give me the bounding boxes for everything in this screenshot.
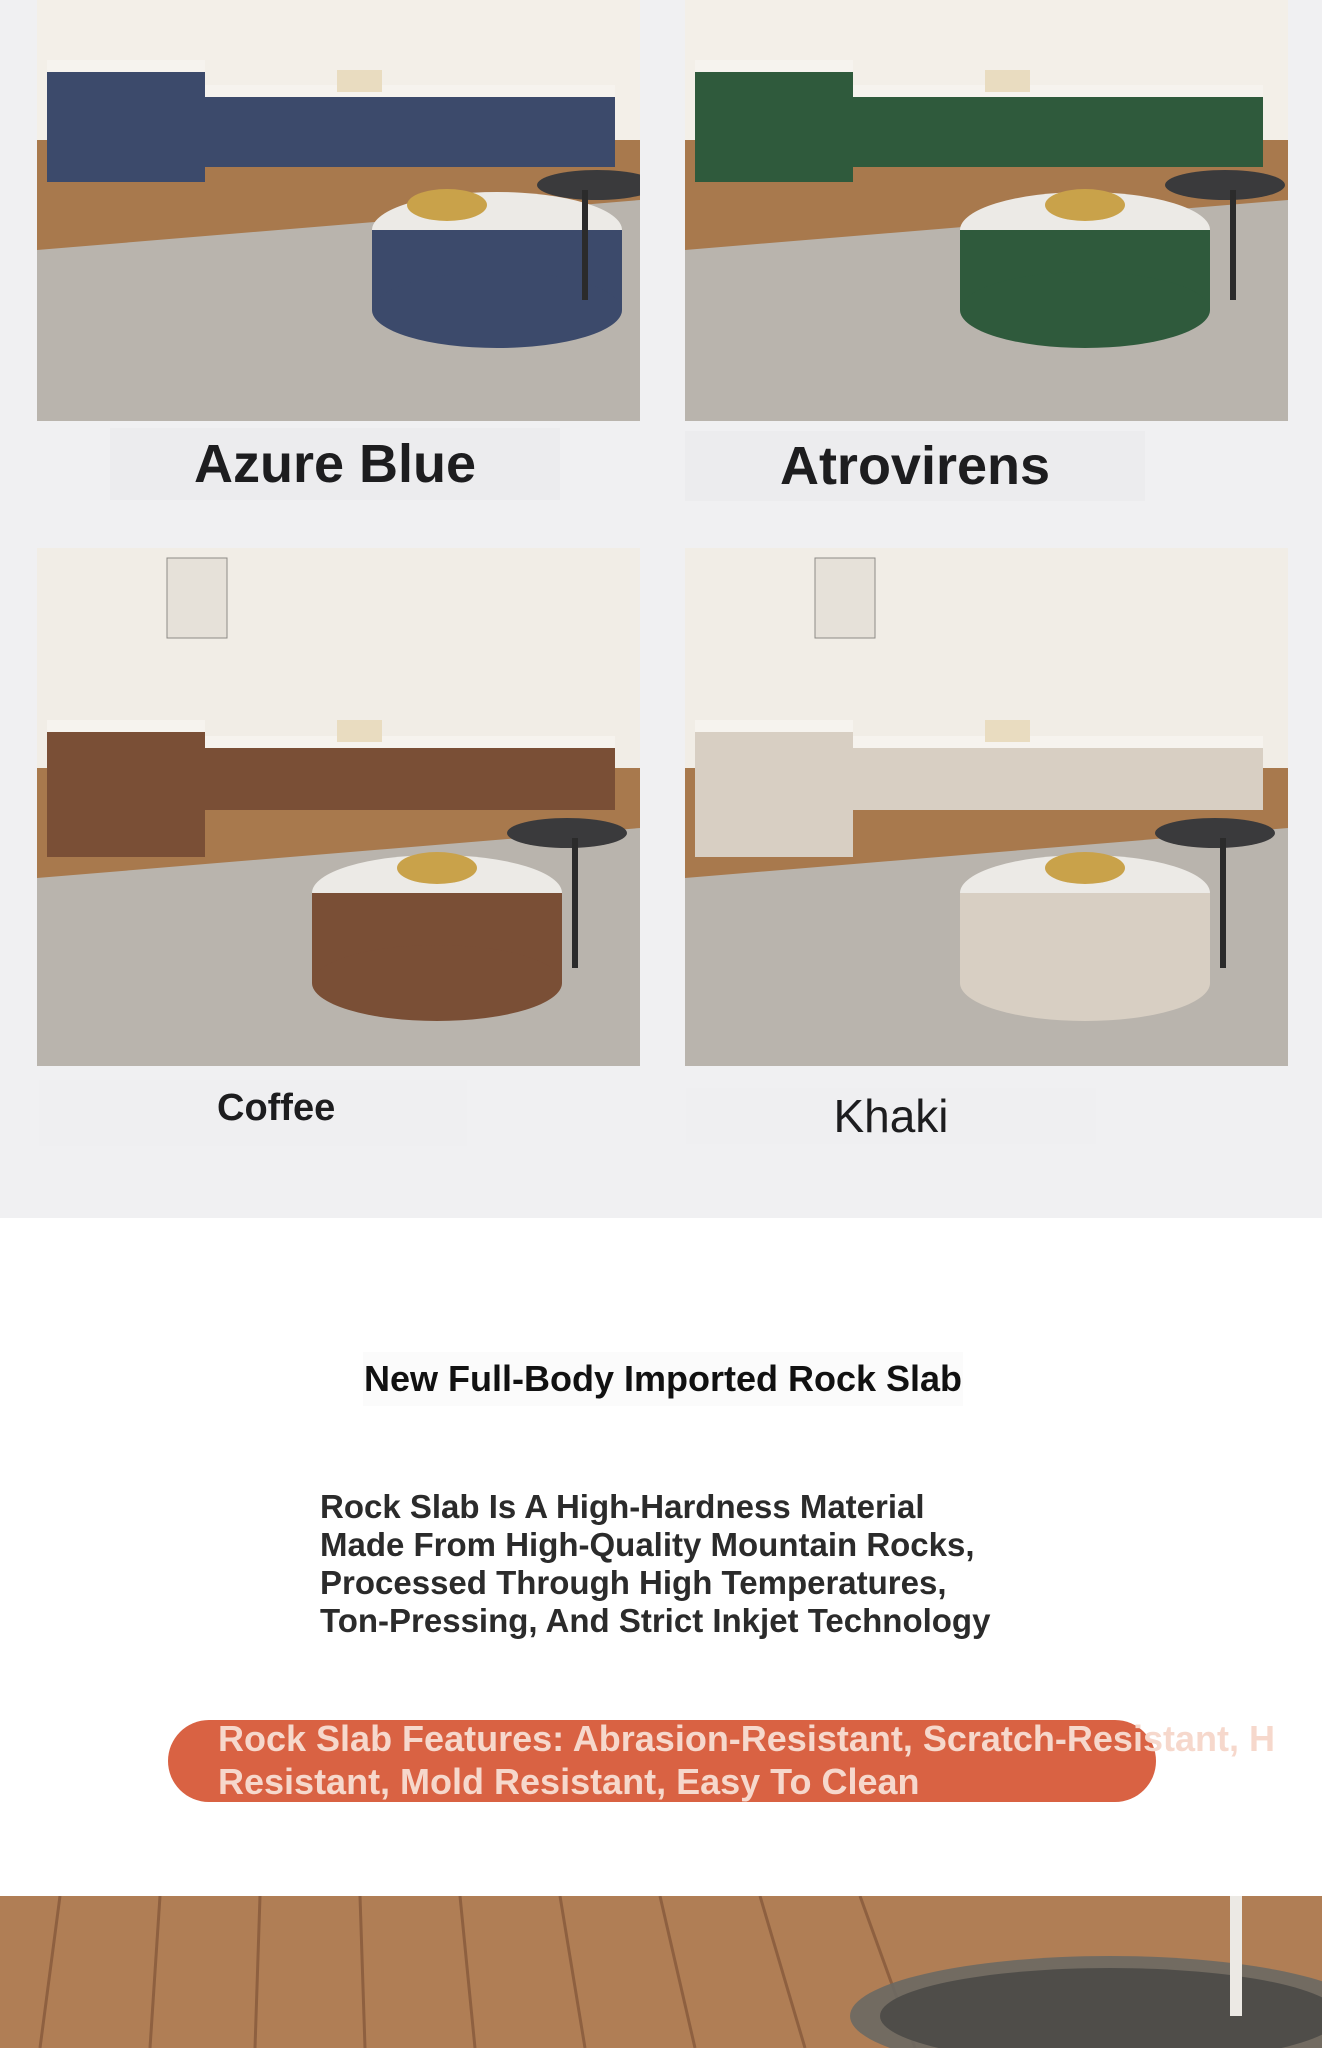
variant-image-azure-blue: [37, 0, 640, 421]
variant-image-coffee: [37, 548, 640, 1066]
description-line: Rock Slab Is A High-Hardness Material: [320, 1488, 925, 1525]
wood-floor-illustration: [0, 1896, 1322, 2048]
variant-image-khaki: [685, 548, 1288, 1066]
section-heading: New Full-Body Imported Rock Slab: [363, 1352, 963, 1406]
variant-label-khaki: Khaki: [686, 1088, 1096, 1144]
variant-image-atrovirens: [685, 0, 1288, 421]
variant-label-coffee: Coffee: [39, 1080, 467, 1146]
room-scene-illustration: [685, 548, 1288, 1066]
features-line: Rock Slab Features: Abrasion-Resistant, Scratch-Resistant, H: [218, 1718, 1275, 1759]
variant-label-azure-blue: Azure Blue: [110, 428, 560, 500]
section-description: [320, 1488, 1080, 1640]
variant-label-atrovirens: Atrovirens: [685, 431, 1145, 501]
features-line: Resistant, Mold Resistant, Easy To Clean: [218, 1761, 920, 1802]
room-scene-illustration: [685, 0, 1288, 421]
description-line: Ton-Pressing, And Strict Inkjet Technology: [320, 1602, 991, 1639]
room-scene-illustration: [37, 0, 640, 421]
description-line: Made From High-Quality Mountain Rocks,: [320, 1526, 975, 1563]
features-text: [218, 1717, 1322, 1803]
room-scene-illustration: [37, 548, 640, 1066]
bottom-room-photo: [0, 1896, 1322, 2048]
description-line: Processed Through High Temperatures,: [320, 1564, 947, 1601]
